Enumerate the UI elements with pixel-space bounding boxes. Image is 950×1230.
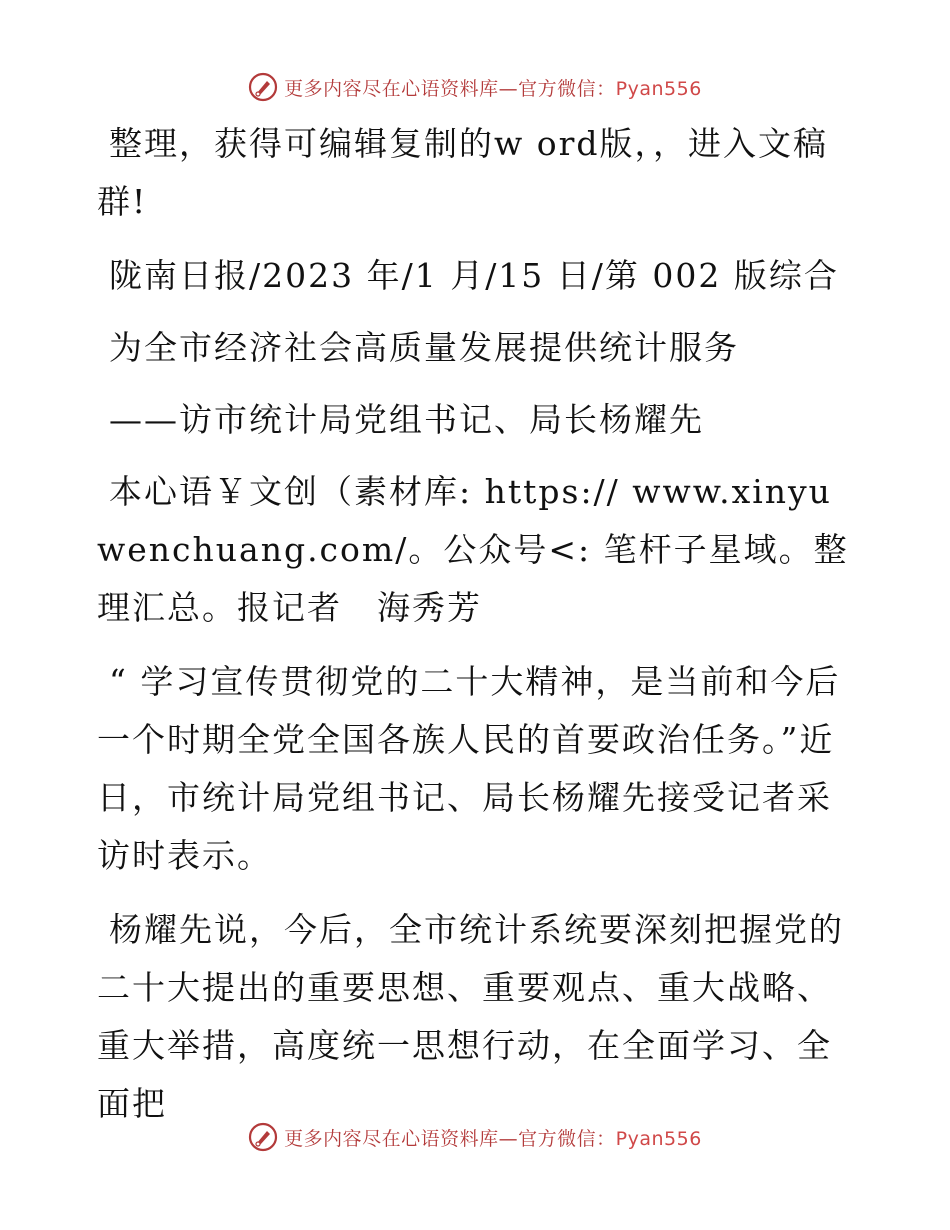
banner-contact: Pyan556 <box>615 1127 702 1150</box>
paragraph-body-2: 杨耀先说，今后，全市统计系统要深刻把握党的二十大提出的重要思想、重要观点、重大战略、重大举措，高度统一思想行动，在全面学习、全面把 <box>97 910 844 1123</box>
footer-banner <box>0 1122 950 1152</box>
banner-contact: Pyan556 <box>615 77 702 100</box>
paragraph-source: 陇南日报/2023 年/1 月/15 日/第 002 版综合 <box>109 256 839 295</box>
article-subtitle: ——访市统计局党组书记、局长杨耀先 <box>109 400 704 439</box>
document-body <box>97 115 857 1149</box>
header-banner <box>0 72 950 102</box>
paragraph-byline: 本心语￥文创（素材库: https:// www.xinyuwenchuang.com/。公众号<: 笔杆子星域。整理汇总。报记者 海秀芳 <box>97 472 849 627</box>
banner-text: 更多内容尽在心语资料库—官方微信：Pyan556 <box>284 77 702 100</box>
paragraph-intro: 整理，获得可编辑复制的w ord版，，进入文稿群! <box>97 124 829 221</box>
article-title: 为全市经济社会高质量发展提供统计服务 <box>109 328 739 367</box>
fountain-pen-logo-icon <box>248 72 278 102</box>
paragraph-body-1: “ 学习宣传贯彻党的二十大精神，是当前和今后一个时期全党全国各族人民的首要政治任务。”近日，市统计局党组书记、局长杨耀先接受记者采访时表示。 <box>97 662 841 875</box>
banner-text: 更多内容尽在心语资料库—官方微信：Pyan556 <box>284 1127 702 1150</box>
fountain-pen-logo-icon <box>248 1122 278 1152</box>
